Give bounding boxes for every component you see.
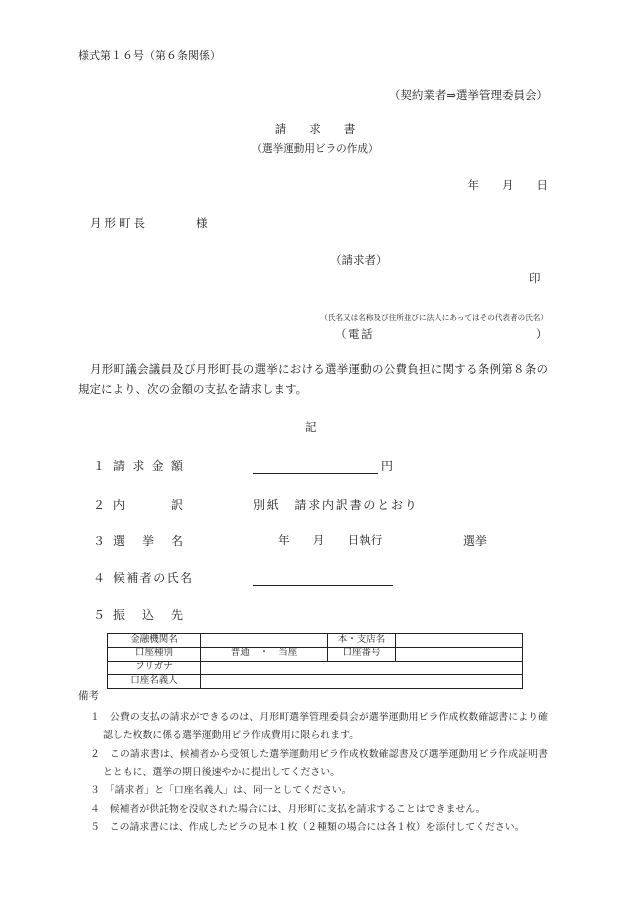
body-line: 月形町議会議員及び月形町長の選挙における選挙運動の公費負担に関する条例第８条の xyxy=(90,364,548,376)
remarks-line: ４ 候補者が供託物を没収された場合には、月形町に支払を請求することはできません。 xyxy=(90,804,486,815)
claimant-label: （請求者） xyxy=(330,255,388,267)
ki-heading: 記 xyxy=(305,422,317,434)
seal-mark: 印 xyxy=(529,273,541,285)
item-number: ４ xyxy=(93,571,106,585)
table-row xyxy=(108,647,523,661)
date-line: 年 月 日 xyxy=(467,180,548,192)
item-number: ２ xyxy=(93,498,106,512)
item-label: 請求金額 xyxy=(113,459,183,473)
furigana-cell[interactable] xyxy=(201,661,523,675)
table-row xyxy=(108,661,523,675)
branch-label: 本・支店名 xyxy=(328,634,396,648)
item-number: ３ xyxy=(93,534,106,548)
form-number: 様式第１６号（第６条関係） xyxy=(78,50,221,62)
candidate-name-field[interactable] xyxy=(253,574,393,586)
remarks-heading: 備考 xyxy=(78,691,99,702)
body-line: 規定により、次の金額の支払を請求します。 xyxy=(78,384,308,396)
election-date: 年 月 日執行 xyxy=(278,534,383,547)
remarks-line: ５ この請求書には、作成したビラの見本１枚（２種類の場合には各１枚）を添付してください。 xyxy=(90,822,525,833)
phone-close-paren: ） xyxy=(536,329,548,341)
addressee-name: 月形町長 xyxy=(90,218,148,230)
addressee-honorific: 様 xyxy=(196,218,208,230)
item-breakdown xyxy=(0,499,630,513)
bank-name-cell[interactable] xyxy=(201,634,328,648)
item-number: ５ xyxy=(93,608,106,622)
item-election-name xyxy=(0,535,630,549)
item-candidate-name xyxy=(0,572,630,586)
account-type-label: 口座種別 xyxy=(108,647,201,661)
remarks-line: ２ この請求書は、候補者から受領した選挙運動用ビラ作成枚数確認書及び選挙運動用ビラ作成証明書 xyxy=(90,749,548,760)
document-subtitle: （選挙運動用ビラの作成） xyxy=(251,144,379,155)
amount-unit: 円 xyxy=(381,459,394,473)
bank-name-label: 金融機関名 xyxy=(108,634,201,648)
routing-note: （契約業者⇒選挙管理委員会） xyxy=(388,90,548,102)
account-number-cell[interactable] xyxy=(396,647,523,661)
furigana-label: フリガナ xyxy=(108,661,201,675)
election-suffix: 選挙 xyxy=(463,534,488,548)
item-label: 選 挙 名 xyxy=(113,534,183,548)
item-label: 振 込 先 xyxy=(113,608,183,622)
bank-account-table xyxy=(107,633,523,689)
branch-cell[interactable] xyxy=(396,634,523,648)
item-label: 内 訳 xyxy=(113,498,183,512)
remarks-line: とともに、選挙の期日後速やかに提出してください。 xyxy=(103,767,341,778)
account-holder-cell[interactable] xyxy=(201,675,523,689)
table-row xyxy=(108,634,523,648)
phone-number-field[interactable] xyxy=(380,329,532,342)
item-bank-transfer xyxy=(0,609,630,623)
remarks-line: 認した枚数に係る選挙運動用ビラ作成費用に限られます。 xyxy=(103,730,359,741)
amount-field[interactable] xyxy=(253,462,378,474)
remarks-line: １ 公費の支払の請求ができるのは、月形町選挙管理委員会が選挙運動用ビラ作成枚数確認書により確 xyxy=(90,712,548,723)
item-label: 候補者の氏名 xyxy=(113,571,194,585)
table-row xyxy=(108,675,523,689)
claimant-note: （氏名又は名称及び住所並びに法人にあってはその代表者の氏名） xyxy=(320,313,548,322)
account-number-label: 口座番号 xyxy=(328,647,396,661)
document-title: 請 求 書 xyxy=(274,124,356,136)
item-claim-amount xyxy=(0,460,630,474)
account-holder-label: 口座名義人 xyxy=(108,675,201,689)
remarks-line: ３ 「請求者」と「口座名義人」は、同一としてください。 xyxy=(90,785,352,796)
breakdown-value: 別紙 請求内訳書のとおり xyxy=(253,498,419,512)
phone-label: （電話 xyxy=(335,329,374,341)
account-type-options[interactable]: 普通 ・ 当座 xyxy=(201,647,328,661)
item-number: １ xyxy=(93,459,106,473)
